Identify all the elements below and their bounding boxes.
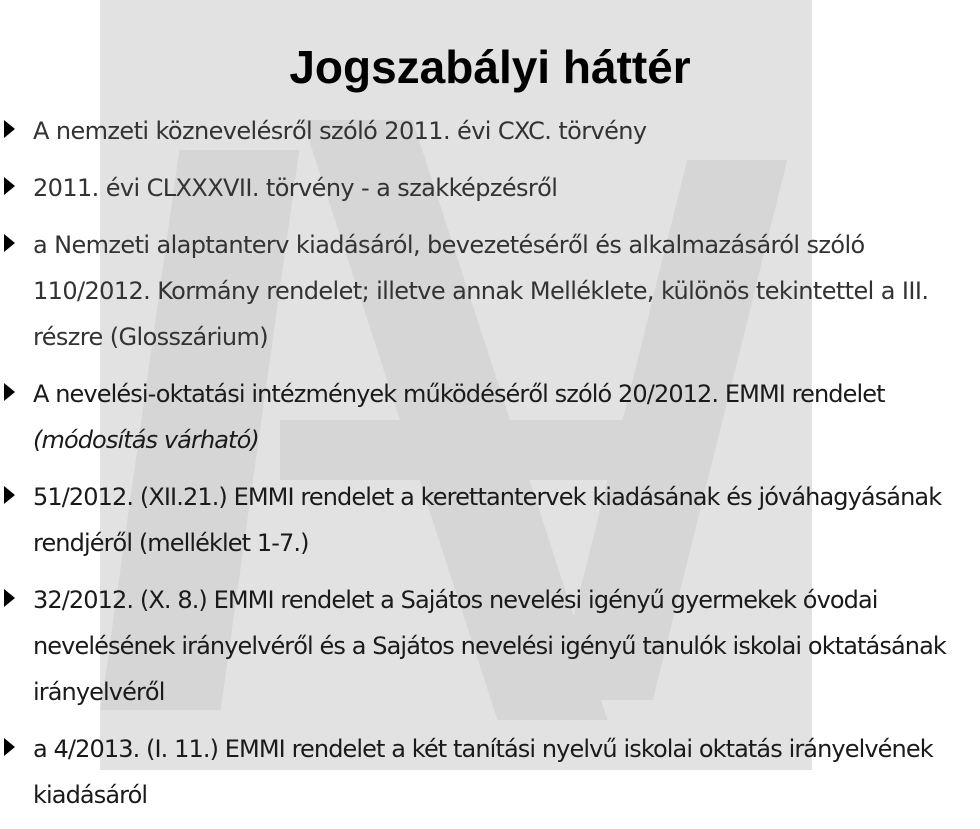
- triangle-bullet-icon: [4, 589, 15, 607]
- bullet-text-italic: (módosítás várható): [33, 426, 259, 454]
- triangle-bullet-icon: [4, 738, 15, 756]
- bullet-item: [0, 371, 960, 463]
- triangle-bullet-icon: [4, 486, 15, 504]
- page-title: Jogszabályi háttér: [289, 41, 691, 93]
- triangle-bullet-icon: [4, 120, 15, 138]
- bullet-item: [0, 726, 960, 818]
- bullet-list: [0, 108, 960, 829]
- bullet-item: [0, 108, 960, 154]
- bullet-item: [0, 165, 960, 211]
- bullet-text: 51/2012. (XII.21.) EMMI rendelet a kerettantervek kiadásának és jóváhagyásának rendjéről (melléklet 1-7.): [33, 483, 942, 557]
- bullet-text: A nemzeti köznevelésről szóló 2011. évi CXC. törvény: [33, 117, 647, 145]
- bullet-text: 32/2012. (X. 8.) EMMI rendelet a Sajátos nevelési igényű gyermekek óvodai nevelésének irányelvéről és a Sajátos nevelési igényű tanulók iskolai oktatásának irányelvéről: [33, 586, 946, 706]
- bullet-text: a Nemzeti alaptanterv kiadásáról, bevezetéséről és alkalmazásáról szóló 110/2012. Kormány rendelet; illetve annak Melléklete, különös tekintettel a III. részre (Glosszárium): [33, 231, 929, 351]
- triangle-bullet-icon: [4, 177, 15, 195]
- triangle-bullet-icon: [4, 234, 15, 252]
- triangle-bullet-icon: [4, 383, 15, 401]
- bullet-text: [33, 371, 956, 463]
- bullet-text: 2011. évi CLXXXVII. törvény - a szakképzésről: [33, 174, 558, 202]
- bullet-item: [0, 474, 960, 566]
- bullet-text: a 4/2013. (I. 11.) EMMI rendelet a két tanítási nyelvű iskolai oktatás irányelvének kiadásáról: [33, 735, 933, 809]
- bullet-text-main: A nevelési-oktatási intézmények működéséről szóló 20/2012. EMMI rendelet: [33, 380, 885, 408]
- bullet-item: [0, 577, 960, 715]
- bullet-item: [0, 222, 960, 360]
